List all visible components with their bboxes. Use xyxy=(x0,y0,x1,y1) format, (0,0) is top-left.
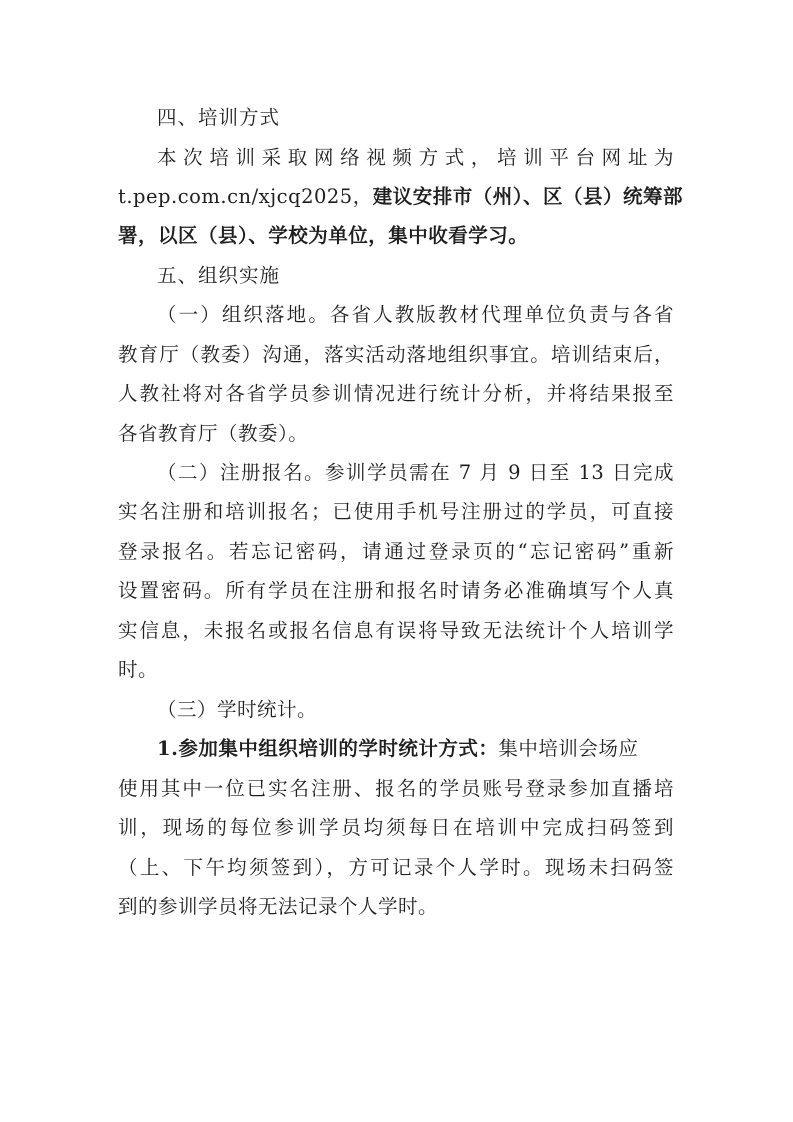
paragraph-line: 时。 xyxy=(118,658,159,681)
paragraph-line: 使用其中一位已实名注册、报名的学员账号登录参加直播培 xyxy=(118,777,674,800)
paragraph-line: 训，现场的每位参训学员均须每日在培训中完成扫码签到 xyxy=(118,816,674,839)
paragraph-line: 实名注册和培训报名；已使用手机号注册过的学员，可直接 xyxy=(118,500,674,523)
paragraph-line: 各省教育厅（教委）。 xyxy=(118,422,309,445)
paragraph-text: 集中培训会场应 xyxy=(498,737,639,760)
paragraph-line: （一）组织落地。各省人教版教材代理单位负责与各省 xyxy=(157,303,674,326)
paragraph-line xyxy=(118,183,683,210)
emphasis-text: 署，以区（县）、学校为单位，集中收看学习。 xyxy=(118,224,529,247)
paragraph-line: 本次培训采取网络视频方式，培训平台网址为 xyxy=(157,146,674,169)
paragraph-line: 登录报名。若忘记密码，请通过登录页的“忘记密码”重新 xyxy=(118,540,674,563)
paragraph-line: 人教社将对各省学员参训情况进行统计分析，并将结果报至 xyxy=(118,382,674,405)
section-heading-training-method: 四、培训方式 xyxy=(157,106,281,129)
paragraph-line: （上、下午均须签到），方可记录个人学时。现场未扫码签 xyxy=(118,856,674,879)
paragraph-line: 设置密码。所有学员在注册和报名时请务必准确填写个人真 xyxy=(118,579,674,602)
paragraph-line: 实信息，未报名或报名信息有误将导致无法统计个人培训学 xyxy=(118,619,674,642)
paragraph-line: 到的参训学员将无法记录个人学时。 xyxy=(118,895,439,918)
emphasis-text: 1.参加集中组织培训的学时统计方式： xyxy=(157,737,499,760)
platform-url: t.pep.com.cn/xjcq2025， xyxy=(118,185,373,208)
paragraph-line: （二）注册报名。参训学员需在 7 月 9 日至 13 日完成 xyxy=(157,461,674,484)
section-heading-organization: 五、组织实施 xyxy=(157,264,281,287)
paragraph-line xyxy=(157,735,674,762)
emphasis-text: 建议安排市（州）、区（县）统筹部 xyxy=(372,185,683,208)
paragraph-line: 教育厅（教委）沟通，落实活动落地组织事宜。培训结束后， xyxy=(118,343,674,366)
subsection-heading-hours: （三）学时统计。 xyxy=(157,698,318,721)
